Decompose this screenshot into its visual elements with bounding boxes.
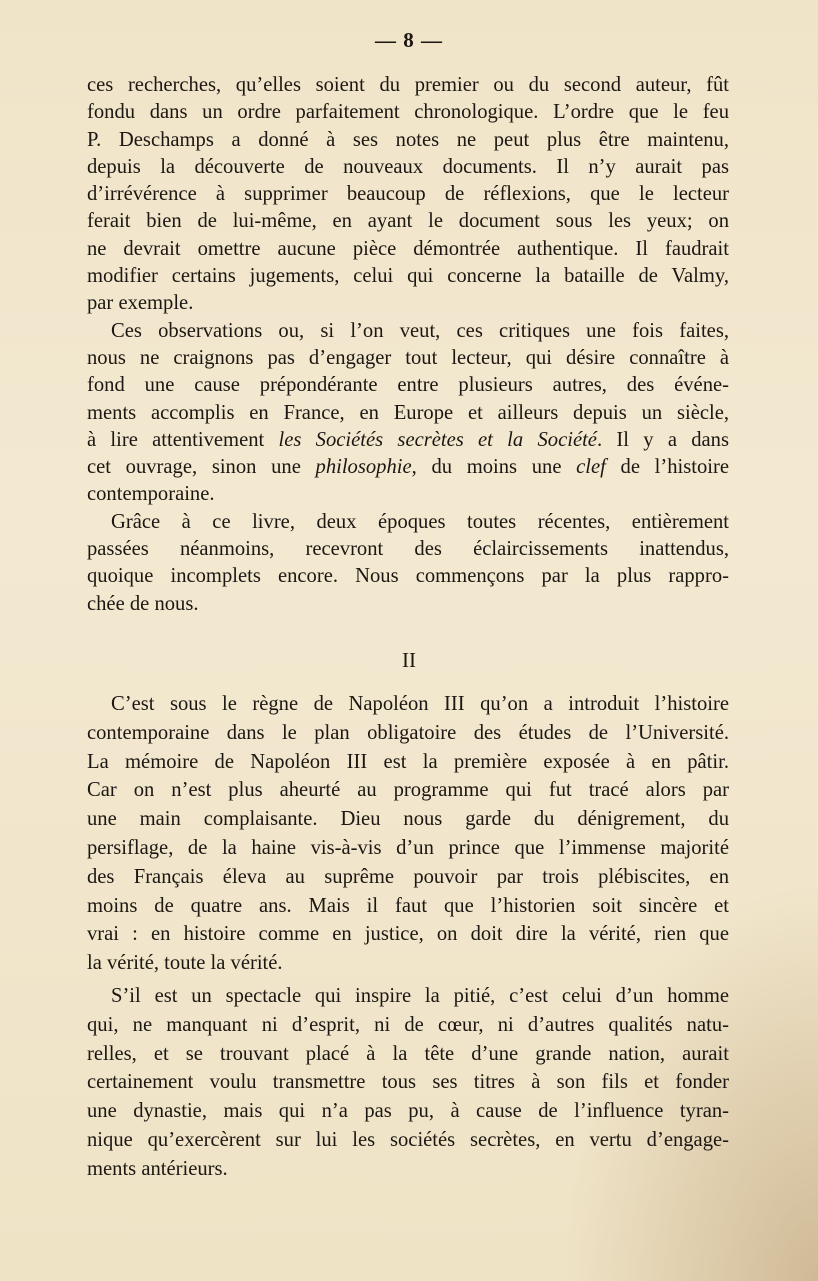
paragraph <box>87 982 729 1184</box>
text-line: contemporaine dans le plan obligatoire des études de l’Université. <box>87 721 729 744</box>
text-line: la vérité, toute la vérité. <box>87 952 283 975</box>
italic-word: philosophie <box>315 456 412 479</box>
text-line: P. Deschamps a donné à ses notes ne peut plus être maintenu, <box>87 128 729 151</box>
line-text: . Il y a dans <box>596 428 729 451</box>
line-text: , du moins une <box>411 456 577 479</box>
text-line: nique qu’exercèrent sur lui les sociétés secrètes, en vertu d’engage- <box>87 1128 729 1151</box>
text-line: chée de nous. <box>87 592 199 615</box>
line-text: cet ouvrage, sinon une <box>87 456 316 479</box>
section-two <box>87 690 729 1184</box>
paragraph <box>87 318 729 509</box>
page-number: — 8 — <box>375 28 443 52</box>
text-line: ne devrait omettre aucune pièce démontrée authentique. Il faudrait <box>87 237 729 260</box>
text-line: Ces observations ou, si l’on veut, ces critiques une fois faites, <box>111 319 729 342</box>
line-text: à lire attentivement <box>87 428 279 451</box>
text-line: ments antérieurs. <box>87 1157 228 1180</box>
text-line: certainement voulu transmettre tous ses titres à son fils et fonder <box>87 1071 729 1094</box>
text-line: des Français éleva au suprême pouvoir par trois plébiscites, en <box>87 865 729 888</box>
text-line: persiflage, de la haine vis-à-vis d’un prince que l’immense majorité <box>87 836 729 859</box>
section-one <box>87 72 729 618</box>
text-line: passées néanmoins, recevront des éclaircissements inattendus, <box>87 538 729 561</box>
paragraph <box>87 72 729 318</box>
text-line: par exemple. <box>87 292 194 315</box>
text-line: La mémoire de Napoléon III est la première exposée à en pâtir. <box>87 750 729 773</box>
text-line <box>87 427 729 454</box>
text-line: d’irrévérence à supprimer beaucoup de réflexions, que le lecteur <box>87 183 729 206</box>
text-line: fondu dans un ordre parfaitement chronologique. L’ordre que le feu <box>87 101 729 124</box>
text-line: relles, et se trouvant placé à la tête d’une grande nation, aurait <box>87 1042 729 1065</box>
text-line: fond une cause prépondérante entre plusieurs autres, des événe- <box>87 374 729 397</box>
text-line: quoique incomplets encore. Nous commençons par la plus rappro- <box>87 565 729 588</box>
text-line: Car on n’est plus aheurté au programme qui fut tracé alors par <box>87 779 729 802</box>
paragraph <box>87 690 729 978</box>
text-line: moins de quatre ans. Mais il faut que l’historien soit sincère et <box>87 894 729 917</box>
text-line <box>87 454 729 481</box>
text-line: vrai : en histoire comme en justice, on doit dire la vérité, rien que <box>87 923 729 946</box>
text-line: qui, ne manquant ni d’esprit, ni de cœur, ni d’autres qualités natu- <box>87 1013 729 1036</box>
text-line: ferait bien de lui-même, en ayant le document sous les yeux; on <box>87 210 729 233</box>
text-line: C’est sous le règne de Napoléon III qu’on a introduit l’histoire <box>111 693 729 715</box>
text-line: une dynastie, mais qui n’a pas pu, à cause de l’influence tyran- <box>87 1100 729 1123</box>
text-line: Grâce à ce livre, deux époques toutes récentes, entièrement <box>111 510 729 533</box>
text-line: depuis la découverte de nouveaux documents. Il n’y aurait pas <box>87 155 729 178</box>
text-line: modifier certains jugements, celui qui concerne la bataille de Valmy, <box>87 265 729 288</box>
text-line: nous ne craignons pas d’engager tout lecteur, qui désire connaître à <box>87 346 729 369</box>
text-line: ments accomplis en France, en Europe et ailleurs depuis un siècle, <box>87 401 729 424</box>
book-title: les Sociétés secrètes et la Société <box>278 428 597 451</box>
text-line: S’il est un spectacle qui inspire la pitié, c’est celui d’un homme <box>111 984 729 1007</box>
italic-word: clef <box>576 456 606 479</box>
text-line: ces recherches, qu’elles soient du premier ou du second auteur, fût <box>87 74 729 96</box>
text-line: une main complaisante. Dieu nous garde du dénigrement, du <box>87 808 729 831</box>
line-text: de l’histoire <box>605 456 729 479</box>
section-heading: II <box>402 648 416 672</box>
text-line: contemporaine. <box>87 483 215 506</box>
paragraph <box>87 509 729 618</box>
